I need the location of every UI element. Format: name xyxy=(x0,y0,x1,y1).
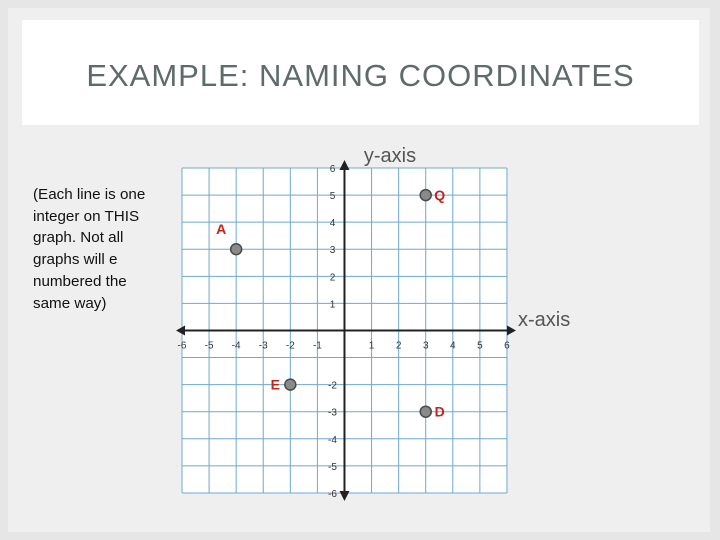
x-axis-arrow-left xyxy=(176,325,185,335)
x-axis-arrow-right xyxy=(507,325,516,335)
point-marker-e xyxy=(285,379,296,390)
y-tick-label: 4 xyxy=(329,218,336,230)
x-tick-label: -1 xyxy=(312,340,322,352)
note-text: (Each line is one integer on THIS graph. Not all graphs will e numbered the same way) xyxy=(33,186,146,312)
x-tick-label: 3 xyxy=(422,340,429,352)
y-axis-label: y-axis xyxy=(363,145,417,167)
point-label-d: D xyxy=(434,403,445,420)
y-tick-label: -4 xyxy=(328,434,337,446)
x-tick-label: 5 xyxy=(477,340,483,352)
y-tick-label: 6 xyxy=(329,164,336,175)
y-axis-arrow-up xyxy=(339,160,349,170)
y-tick-label: -3 xyxy=(328,407,337,419)
point-label-a: A xyxy=(216,221,227,238)
y-tick-label: -5 xyxy=(328,461,337,473)
y-tick-label: 1 xyxy=(329,299,336,311)
point-marker-d xyxy=(420,406,431,417)
x-tick-label: 2 xyxy=(395,340,402,352)
point-marker-a xyxy=(231,244,242,255)
x-tick-label: -5 xyxy=(204,340,214,352)
y-tick-label: 5 xyxy=(329,191,336,203)
x-tick-label: -2 xyxy=(285,340,295,352)
x-tick-label: 1 xyxy=(368,340,375,352)
x-tick-label: 4 xyxy=(450,340,456,352)
y-tick-label: 3 xyxy=(329,245,336,257)
x-axis-label: x-axis xyxy=(518,309,571,331)
point-label-e: E xyxy=(270,376,280,393)
x-tick-label: 6 xyxy=(504,340,510,352)
point-marker-q xyxy=(420,190,431,201)
point-label-q: Q xyxy=(434,187,446,204)
slide-title: EXAMPLE: NAMING COORDINATES xyxy=(86,58,635,93)
x-tick-label: -4 xyxy=(231,340,241,352)
y-tick-label: -6 xyxy=(328,488,337,500)
y-tick-label: -2 xyxy=(328,380,337,392)
y-tick-label: 2 xyxy=(329,272,336,284)
x-tick-label: -3 xyxy=(258,340,268,352)
x-tick-label: -6 xyxy=(177,340,187,352)
y-axis-arrow-down xyxy=(339,491,349,501)
